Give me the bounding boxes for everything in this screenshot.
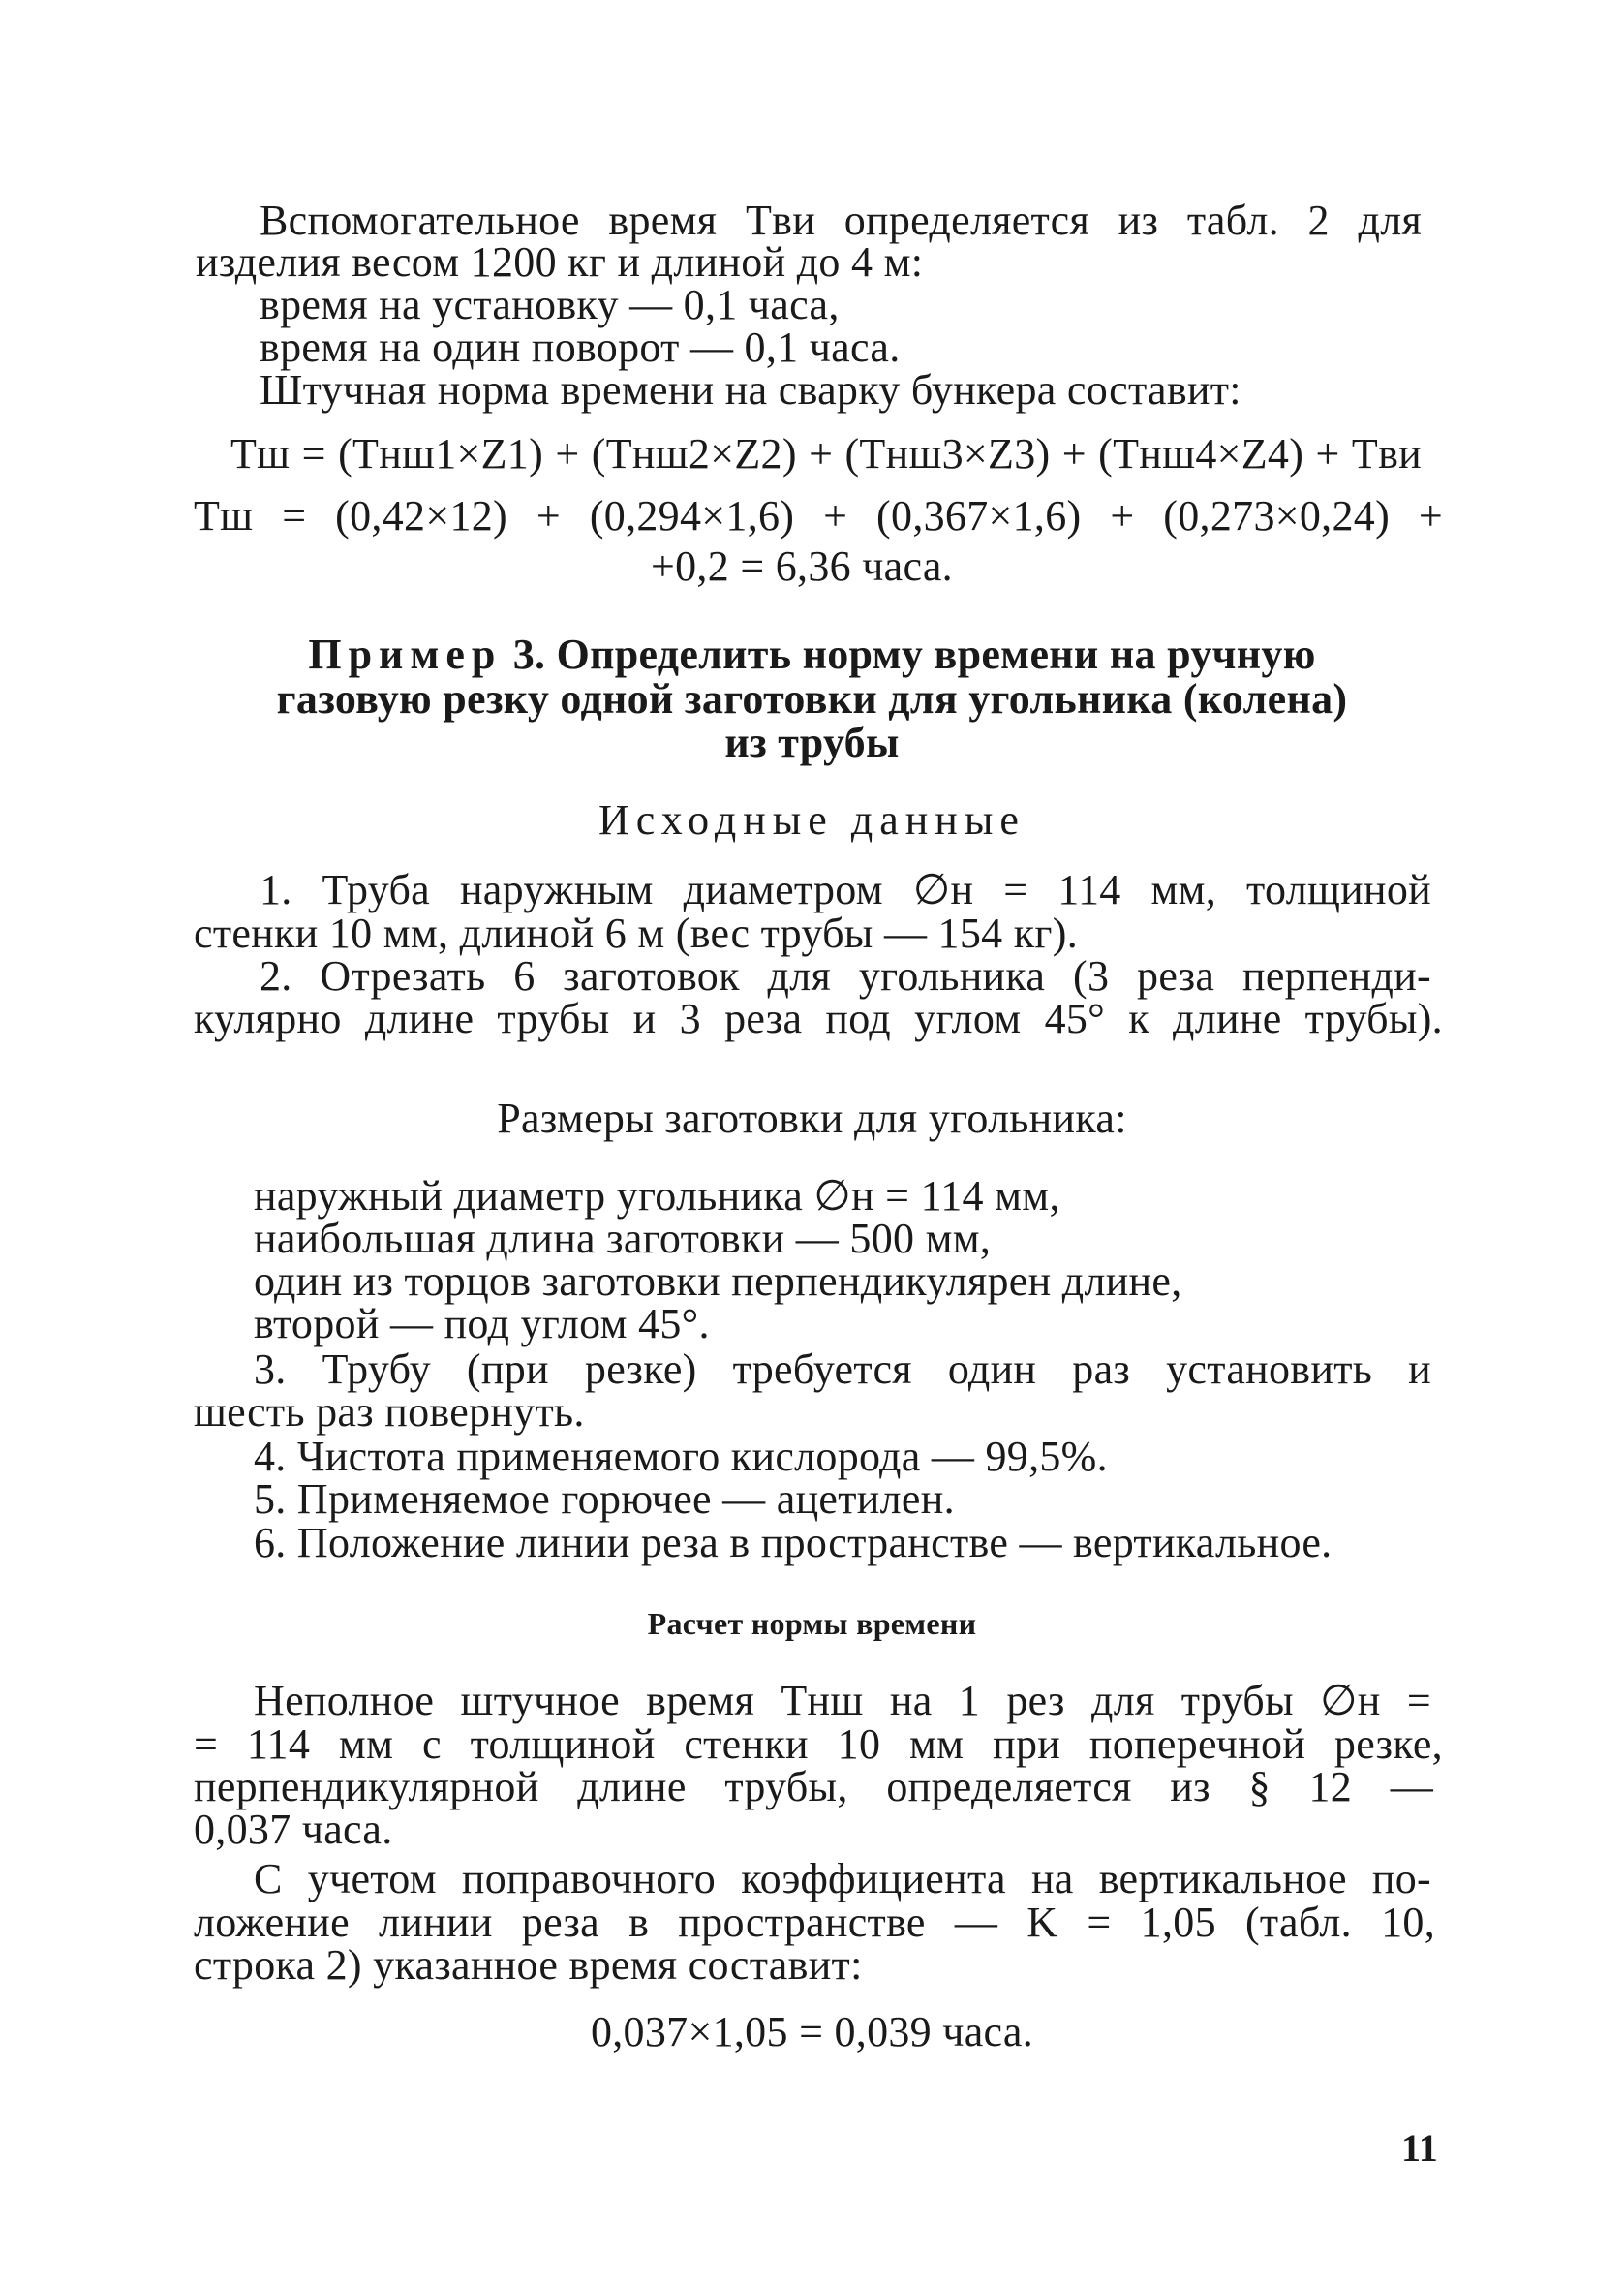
text-line: = 114 мм с толщиной стенки 10 мм при поперечной резке,: [194, 1720, 1443, 1768]
text-line: Неполное штучное время Tнш на 1 рез для трубы ∅н =: [254, 1677, 1431, 1724]
text-line: перпендикулярной длине трубы, определяется из § 12 —: [194, 1763, 1433, 1810]
example-heading-rest: 3. Определить норму времени на ручную: [502, 631, 1316, 678]
text-line: 3. Трубу (при резке) требуется один раз установить и: [254, 1345, 1431, 1393]
size-line: один из торцов заготовки перпендикулярен длине,: [254, 1257, 1182, 1305]
text-line: стенки 10 мм, длиной 6 м (вес трубы — 154 кг).: [194, 910, 1079, 957]
text-line: 1. Труба наружным диаметром ∅н = 114 мм, толщиной: [260, 866, 1431, 913]
text-line: изделия весом 1200 кг и длиной до 4 м:: [196, 238, 924, 286]
text-line: С учетом поправочного коэффициента на вертикальное по-: [254, 1855, 1431, 1902]
calc-result: 0,037×1,05 = 0,039 часа.: [590, 2008, 1034, 2056]
text-line: строка 2) указанное время составит:: [194, 1941, 863, 1989]
page-number: 11: [1401, 2126, 1438, 2170]
text-line: Вспомогательное время Tви определяется из табл. 2 для: [260, 197, 1422, 244]
text-line: 0,037 часа.: [194, 1806, 393, 1853]
formula-numeric: Tш = (0,42×12) + (0,294×1,6) + (0,367×1,6) + (0,273×0,24) +: [194, 492, 1443, 540]
size-line: второй — под углом 45°.: [254, 1300, 710, 1347]
text-line: время на установку — 0,1 часа,: [260, 281, 840, 328]
section-title-initial-data: Исходные данные: [598, 796, 1026, 844]
example-heading-line-3: из трубы: [724, 719, 900, 766]
example-heading-prefix: Пример: [308, 631, 503, 678]
example-heading-line-1: [0, 631, 1624, 679]
formula-result: +0,2 = 6,36 часа.: [651, 542, 953, 590]
text-line: 2. Отрезать 6 заготовок для угольника (3 реза перпенди-: [260, 952, 1431, 1000]
formula-general: Tш = (Tнш1×Z1) + (Tнш2×Z2) + (Tнш3×Z3) + (Tнш4×Z4) + Tви: [230, 430, 1422, 478]
text-line: Штучная норма времени на сварку бункера составит:: [260, 366, 1241, 414]
calc-title: Расчет нормы времени: [647, 1606, 977, 1641]
text-line: 6. Положение линии реза в пространстве — вертикальное.: [254, 1519, 1333, 1566]
example-heading-line-2: газовую резку одной заготовки для угольника (колена): [276, 675, 1348, 723]
text-line: 4. Чистота применяемого кислорода — 99,5%.: [254, 1433, 1108, 1480]
size-line: наружный диаметр угольника ∅н = 114 мм,: [254, 1172, 1060, 1220]
text-line: кулярно длине трубы и 3 реза под углом 45° к длине трубы).: [194, 995, 1443, 1042]
text-line: 5. Применяемое горючее — ацетилен.: [254, 1475, 955, 1523]
sizes-title: Размеры заготовки для угольника:: [497, 1095, 1127, 1142]
size-line: наибольшая длина заготовки — 500 мм,: [254, 1215, 992, 1262]
text-line: шесть раз повернуть.: [194, 1388, 585, 1436]
text-line: время на один поворот — 0,1 часа.: [260, 324, 901, 371]
text-line: ложение линии реза в пространстве — K = 1,05 (табл. 10,: [194, 1899, 1435, 1946]
